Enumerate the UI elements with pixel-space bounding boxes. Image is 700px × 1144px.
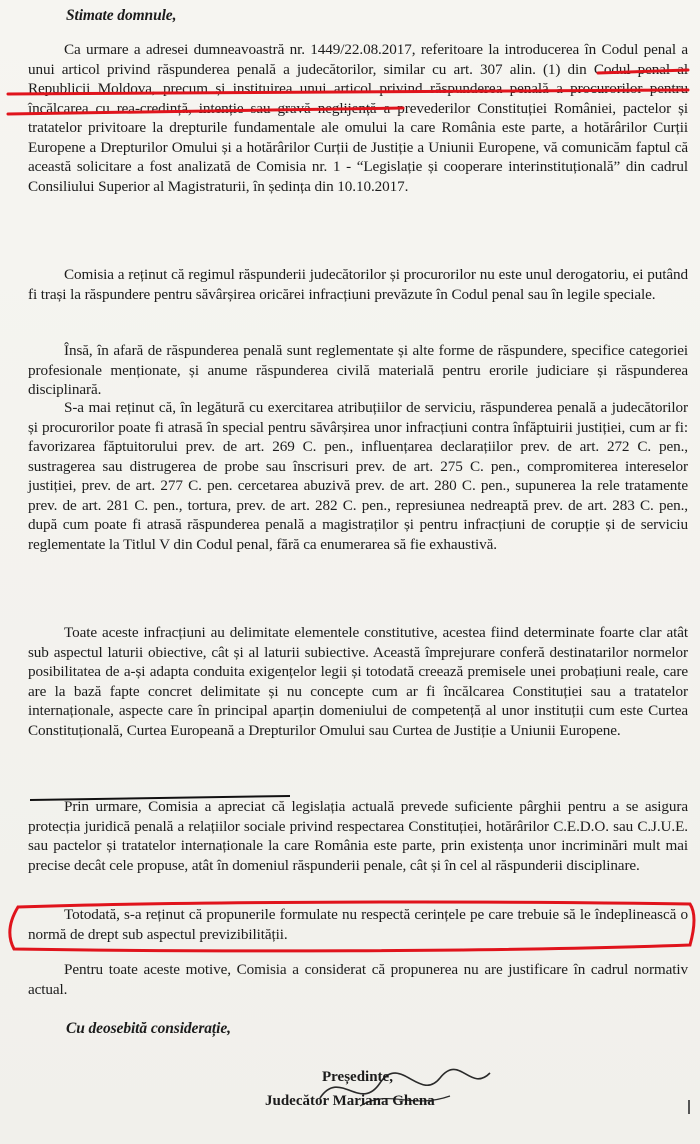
letter-closing: Cu deosebită considerație,	[66, 1020, 231, 1037]
paragraph-final-motive: Pentru toate aceste motive, Comisia a considerat că propunerea nu are justificare în cadrul normativ actual.	[28, 961, 688, 998]
paragraph-offences-list: S-a mai reținut că, în legătură cu exercitarea atribuțiilor de serviciu, răspunderea penală a judecătorilor și procurorilor poate fi atrasă în special pentru săvârșirea unor infracțiuni contra înfăptuirii justiției, cum ar fi: favorizarea făptuitorului prev. de art. 269 C. pen., influențarea declarațiilor prev. de art. 272 C. pen., sustragerea sau distrugerea de probe sau înscrisuri prev. de art. 275 C. pen., compromiterea intereselor justiției, prev. de art. 277 C. pen. cercetarea abuzivă prev. de art. 280 C. pen., supunerea la rele tratamente prev. de art. 281 C. pen., tortura, prev. de art. 282 C. pen., represiunea nedreaptă prev. de art. 283 C. pen., după cum poate fi atrasă răspunderea penală a magistraților și pentru infracțiuni de corupție și de serviciu reglementate la Titlul V din Codul penal, fără ca enumerarea să fie exhaustivă.	[28, 399, 688, 553]
paragraph-liability-regime: Comisia a reținut că regimul răspunderii judecătorilor și procurorilor nu este unul derogatoriu, ei putând fi trași la răspundere pentru săvârșirea oricărei infracțiuni prevăzute în Codul penal sau în legile speciale.	[28, 266, 688, 303]
paragraph-request-summary: Ca urmare a adresei dumneavoastră nr. 1449/22.08.2017, referitoare la introducerea în Codul penal a unui articol privind răspunderea penală a judecătorilor, similar cu art. 307 alin. (1) din Codul penal al Republicii Moldova, precum și instituirea unui articol privind răspunderea penală a procurorilor pentru încălcarea cu rea-credință, intenție sau gravă neglijență a prevederilor Constituției României, pactelor și tratatelor privitoare la drepturile fundamentale ale omului la care România este parte, a hotărârilor Curții Europene a Drepturilor Omului și a hotărârilor Curții de Justiție a Uniunii Europene, vă comunicăm faptul că această solicitare a fost analizată de Comisia nr. 1 - “Legislație și cooperare interinstituțională” din cadrul Consiliului Superior al Magistraturii, în ședința din 10.10.2017.	[28, 41, 688, 195]
scan-edge-mark	[688, 1100, 690, 1114]
paragraph-predictability: Totodată, s-a reținut că propunerile formulate nu respectă cerințele pe care trebuie să le îndeplinească o normă de drept sub aspectul previzibilității.	[28, 906, 688, 943]
signature-title: Președinte,	[322, 1069, 393, 1085]
paragraph-other-liability: Însă, în afară de răspunderea penală sunt reglementate și alte forme de răspundere, specifice categoriei profesionale menționate, și anume răspunderea civilă materială pentru erorile judiciare și răspunderea disciplinară.	[28, 342, 688, 398]
paragraph-conclusion: Prin urmare, Comisia a apreciat că legislația actuală prevede suficiente pârghii pentru a se asigura protecția juridică penală a relațiilor sociale privind respectarea Constituției, hotărârilor C.E.D.O. sau C.J.U.E. sau pactelor și tratatelor internaționale la care România este parte, prin existența unor incriminări mult mai precise decât cele propuse, atât în domeniul răspunderii penale, cât și în cel al răspunderii disciplinare.	[28, 798, 688, 874]
signature-name: Judecător Mariana Ghena	[265, 1093, 435, 1109]
letter-greeting: Stimate domnule,	[66, 7, 177, 24]
paragraph-constitutive-elements: Toate aceste infracțiuni au delimitate elementele constitutive, acestea fiind determinate foarte clar atât sub aspectul laturii obiective, cât și al laturii subiective. Această împrejurare conferă destinatarilor normelor posibilitatea de a-și adapta conduita exigențelor legii și totodată creează premisele unei probațiuni reale, care are la bază fapte concret delimitate și nu concepte cum ar fi încălcarea Constituției sau a tratatelor internaționale, aspecte care în principal aparțin domeniului de competență al unor instituții cum este Curtea Constituțională, Curtea Europeană a Drepturilor Omului sau Curtea de Justiție a Uniunii Europene.	[28, 624, 688, 739]
